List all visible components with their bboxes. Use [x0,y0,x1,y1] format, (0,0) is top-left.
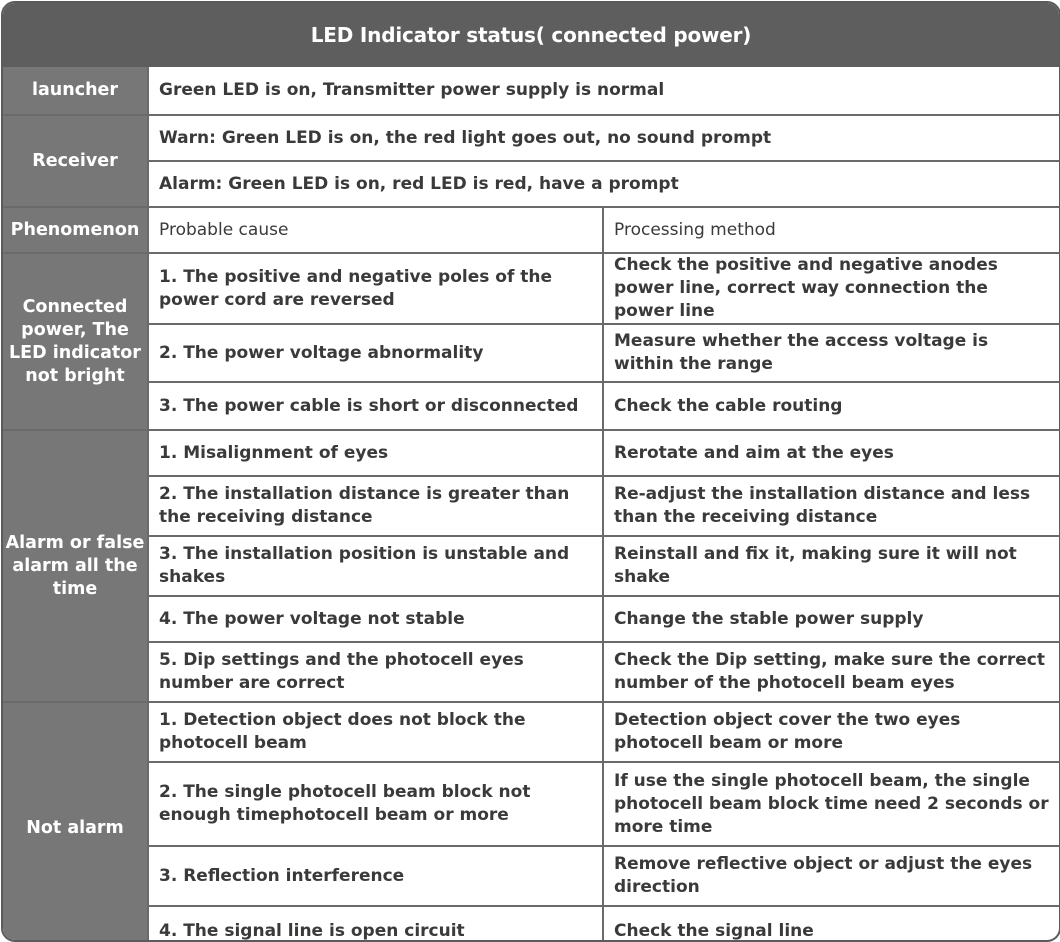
cause-cell: 4. The power voltage not stable [148,596,603,642]
method-cell: Detection object cover the two eyes photocell beam or more [603,702,1059,762]
method-cell: Measure whether the access voltage is within the range [603,324,1059,382]
receiver-alarm-status: Alarm: Green LED is on, red LED is red, have a prompt [148,161,1059,207]
table-row [3,596,1059,642]
cause-cell: 3. The installation position is unstable and shakes [148,536,603,596]
method-cell: Check the signal line [603,906,1059,942]
table-title: LED Indicator status( connected power) [3,3,1059,67]
cause-cell: 4. The signal line is open circuit [148,906,603,942]
troubleshooting-table-frame [1,1,1060,942]
table-row [3,324,1059,382]
method-cell: If use the single photocell beam, the single photocell beam block time need 2 seconds or more time [603,762,1059,846]
method-cell: Reinstall and fix it, making sure it will not shake [603,536,1059,596]
table-row [3,702,1059,762]
table-row [3,430,1059,476]
cause-cell: 1. The positive and negative poles of the power cord are reversed [148,253,603,324]
table-row [3,476,1059,536]
receiver-warn-status: Warn: Green LED is on, the red light goes out, no sound prompt [148,115,1059,161]
cause-cell: 5. Dip settings and the photocell eyes number are correct [148,642,603,702]
probable-cause-header: Probable cause [148,207,603,253]
cause-cell: 3. Reflection interference [148,846,603,906]
method-cell: Check the cable routing [603,382,1059,430]
launcher-label: launcher [3,67,148,115]
table-row [3,253,1059,324]
cause-cell: 1. Misalignment of eyes [148,430,603,476]
phenomenon-led-not-bright: Connected power, The LED indicator not bright [3,253,148,430]
phenomenon-not-alarm: Not alarm [3,702,148,942]
troubleshooting-table [3,67,1059,942]
cause-cell: 2. The single photocell beam block not enough timephotocell beam or more [148,762,603,846]
table-row [3,642,1059,702]
processing-method-header: Processing method [603,207,1059,253]
cause-cell: 2. The installation distance is greater than the receiving distance [148,476,603,536]
phenomenon-header: Phenomenon [3,207,148,253]
table-row [3,906,1059,942]
table-row [3,382,1059,430]
method-cell: Rerotate and aim at the eyes [603,430,1059,476]
method-cell: Check the positive and negative anodes power line, correct way connection the power line [603,253,1059,324]
phenomenon-false-alarm: Alarm or false alarm all the time [3,430,148,702]
launcher-row [3,67,1059,115]
launcher-status: Green LED is on, Transmitter power supply is normal [148,67,1059,115]
method-cell: Change the stable power supply [603,596,1059,642]
receiver-alarm-row [3,161,1059,207]
method-cell: Check the Dip setting, make sure the correct number of the photocell beam eyes [603,642,1059,702]
column-header-row [3,207,1059,253]
table-row [3,846,1059,906]
receiver-label: Receiver [3,115,148,207]
cause-cell: 3. The power cable is short or disconnected [148,382,603,430]
table-row [3,536,1059,596]
method-cell: Remove reflective object or adjust the eyes direction [603,846,1059,906]
receiver-warn-row [3,115,1059,161]
method-cell: Re-adjust the installation distance and less than the receiving distance [603,476,1059,536]
cause-cell: 2. The power voltage abnormality [148,324,603,382]
table-row [3,762,1059,846]
cause-cell: 1. Detection object does not block the photocell beam [148,702,603,762]
